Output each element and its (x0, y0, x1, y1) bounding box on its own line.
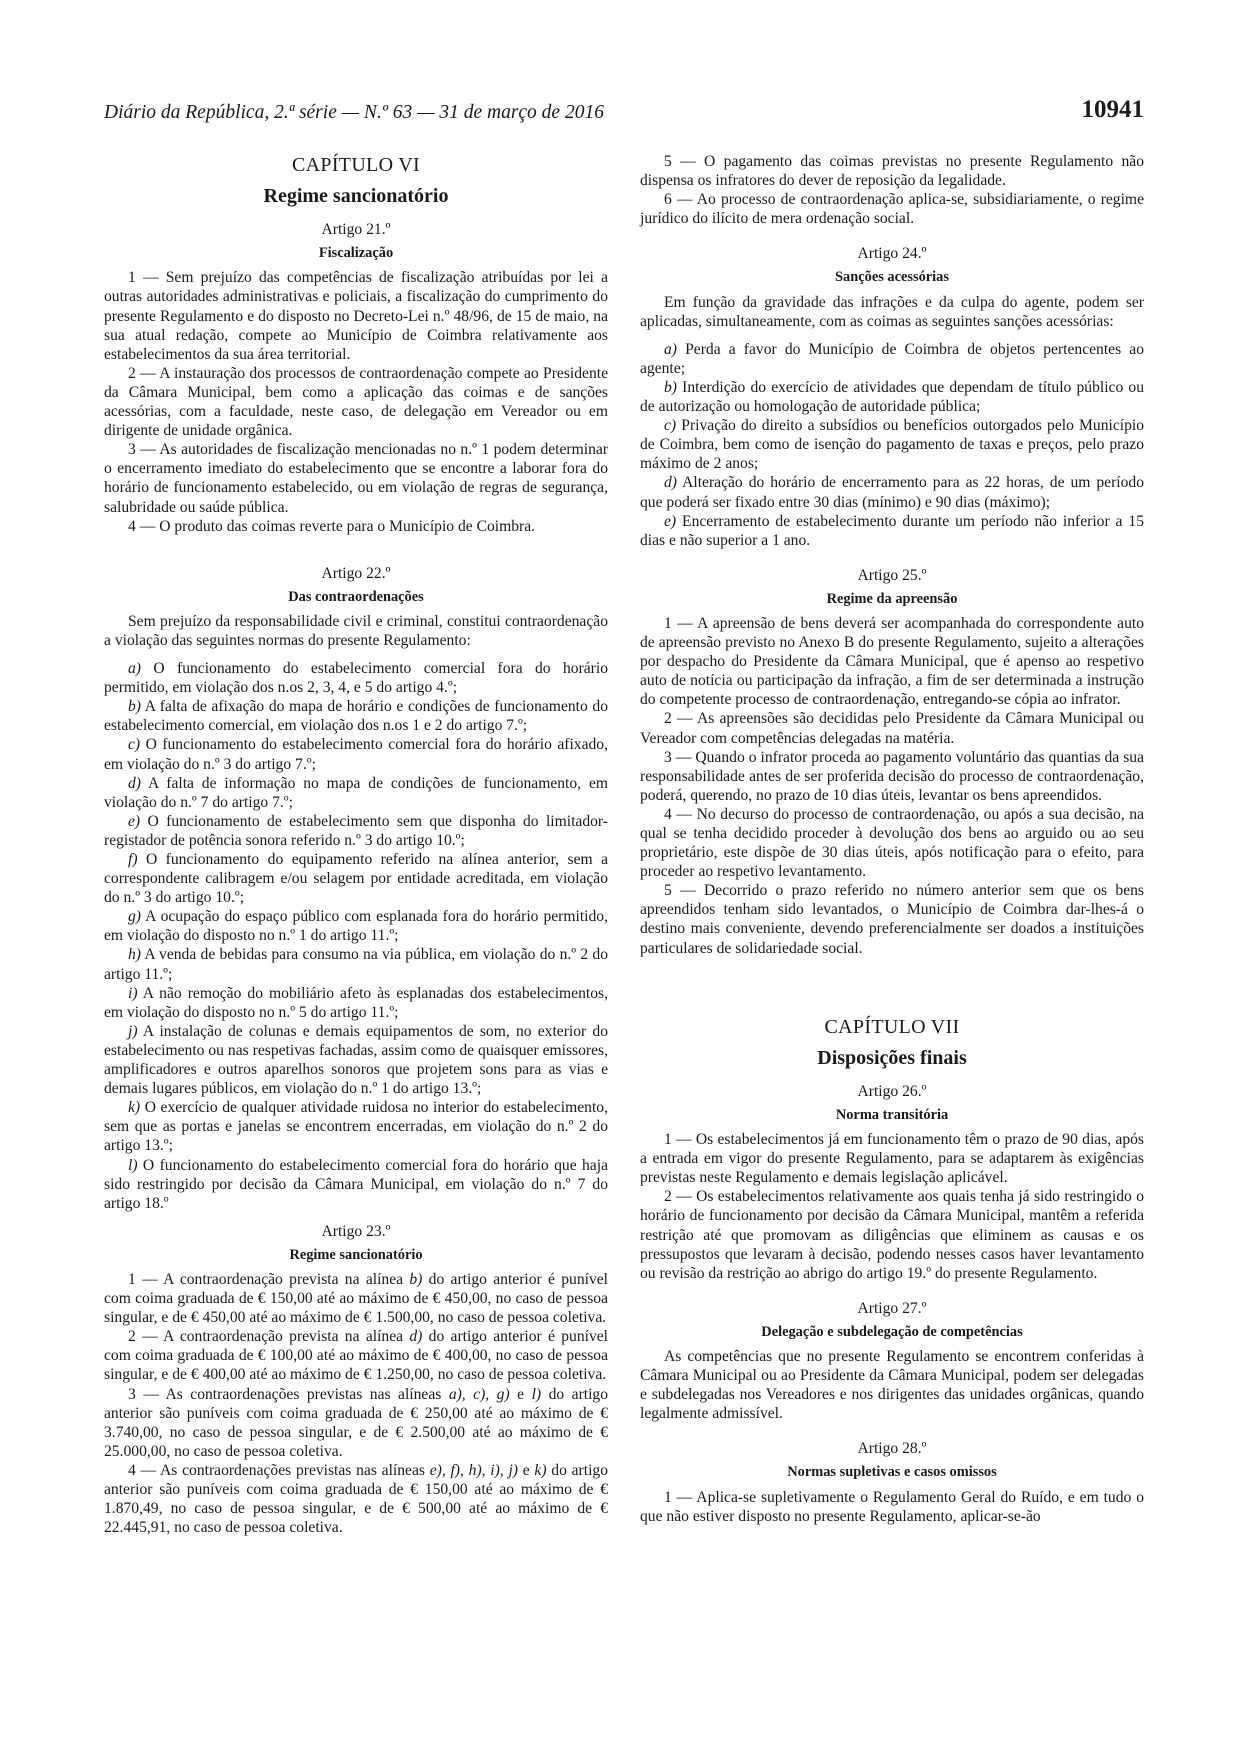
paragraph: 6 — Ao processo de contraordenação aplica-se, subsidiariamente, o regime jurídico do ilícito de mera ordenação social. (640, 191, 1144, 228)
list-item: f) O funcionamento do equipamento referido na alínea anterior, sem a correspondente calibragem e/ou selagem por entidade acreditada, em violação do n.º 3 do artigo 10.º; (104, 851, 608, 907)
list-item: i) A não remoção do mobiliário afeto às esplanadas dos estabelecimentos, em violação do disposto no n.º 5 do artigo 11.º; (104, 984, 608, 1021)
article-title: Delegação e subdelegação de competências (761, 1323, 1023, 1340)
paragraph: 1 — A contraordenação prevista na alínea b) do artigo anterior é punível com coima graduada de € 150,00 até ao máximo de € 450,00, no caso de pessoa singular, e de € 450,00 até ao máximo de € 1.500,00, no caso de pessoa coletiva. (104, 1270, 608, 1327)
paragraph: 1 — Os estabelecimentos já em funcionamento têm o prazo de 90 dias, após a entrada em vigor do presente Regulamento, para se adaptarem às exigências previstas neste Regulamento e demais legislação aplicável. (640, 1131, 1144, 1187)
article-title: Fiscalização (318, 245, 394, 262)
chapter-heading: CAPÍTULO VI (292, 154, 420, 176)
list-item: b) Interdição do exercício de atividades que dependam de título público ou de autorização ou homologação de autoridade pública; (640, 378, 1144, 416)
right-column (640, 152, 1144, 1526)
chapter-title: Regime sancionatório (263, 185, 449, 208)
list-item: d) A falta de informação no mapa de condições de funcionamento, em violação do n.º 7 do artigo 7.º; (104, 774, 608, 811)
article-label: Artigo 28.º (857, 1440, 927, 1458)
article-title: Regime da apreensão (826, 590, 958, 607)
list-item: k) O exercício de qualquer atividade ruidosa no interior do estabelecimento, sem que as portas e janelas se encontrem encerradas, em violação do n.º 2 do artigo 13.º; (104, 1099, 608, 1155)
article-label: Artigo 27.º (857, 1299, 927, 1317)
article-label: Artigo 25.º (857, 566, 927, 584)
list-item: d) Alteração do horário de encerramento para as 22 horas, de um período que poderá ser fixado entre 30 dias (mínimo) e 90 dias (máximo); (640, 474, 1144, 511)
paragraph: 2 — A instauração dos processos de contraordenação compete ao Presidente da Câmara Municipal, bem como a aplicação das coimas e de sanções acessórias, com a faculdade, neste caso, de delegação em Vereador ou em dirigente de unidade orgânica. (104, 364, 608, 440)
article-label: Artigo 24.º (857, 245, 927, 263)
page-header (104, 96, 1144, 132)
list-item: c) O funcionamento do estabelecimento comercial fora do horário afixado, em violação do n.º 3 do artigo 7.º; (104, 736, 608, 773)
list-item: l) O funcionamento do estabelecimento comercial fora do horário que haja sido restringido por decisão da Câmara Municipal, em violação do n.º 7 do artigo 18.º (104, 1156, 608, 1212)
list-item: e) O funcionamento de estabelecimento sem que disponha do limitador-registador de potência sonora referido n.º 3 do artigo 10.º; (104, 812, 608, 849)
paragraph: 4 — As contraordenações previstas nas alíneas e), f), h), i), j) e k) do artigo anterior são puníveis com coima graduada de € 150,00 até ao máximo de € 1.870,49, no caso de pessoa singular, e de € 500,00 até ao máximo de € 22.445,91, no caso de pessoa coletiva. (104, 1461, 609, 1537)
paragraph: Sem prejuízo da responsabilidade civil e criminal, constitui contraordenação a violação das seguintes normas do presente Regulamento: (104, 612, 608, 649)
paragraph: As competências que no presente Regulamento se encontrem conferidas à Câmara Municipal ou ao Presidente da Câmara Municipal, podem ser delegadas e subdelegadas nos Vereadores e nos dirigentes das unidades orgânicas, quando legalmente admissível. (640, 1347, 1144, 1423)
list-item: b) A falta de afixação do mapa de horário e condições de funcionamento do estabelecimento comercial, em violação dos n.os 1 e 2 do artigo 7.º; (104, 698, 608, 735)
chapter-heading: CAPÍTULO VII (824, 1015, 960, 1038)
paragraph: 3 — As autoridades de fiscalização mencionadas no n.º 1 podem determinar o encerramento imediato do estabelecimento que se encontre a laborar fora do horário de funcionamento estabelecido, ou em violação de regras de segurança, salubridade ou saúde pública. (104, 441, 608, 516)
paragraph: Em função da gravidade das infrações e da culpa do agente, podem ser aplicadas, simultaneamente, com as coimas as seguintes sanções acessórias: (640, 293, 1144, 330)
article-label: Artigo 23.º (321, 1222, 391, 1240)
paragraph: 1 — Aplica-se supletivamente o Regulamento Geral do Ruído, e em tudo o que não estiver disposto no presente Regulamento, aplicar-se-ão (640, 1488, 1144, 1525)
paragraph: 4 — O produto das coimas reverte para o Município de Coimbra. (128, 517, 536, 535)
paragraph: 3 — Quando o infrator proceda ao pagamento voluntário das quantias da sua responsabilidade antes de ser proferida decisão do processo de contraordenação, poderá, querendo, no prazo de 10 dias úteis, levantar os bens apreendidos. (640, 748, 1144, 804)
article-label: Artigo 21.º (321, 221, 391, 239)
list-item: g) A ocupação do espaço público com esplanada fora do horário permitido, em violação do disposto no n.º 1 do artigo 11.º; (104, 908, 608, 945)
article-label: Artigo 26.º (857, 1082, 927, 1100)
paragraph: 5 — O pagamento das coimas previstas no presente Regulamento não dispensa os infratores do dever de reposição da legalidade. (640, 153, 1144, 190)
article-title: Normas supletivas e casos omissos (787, 1464, 997, 1481)
paragraph: 2 — A contraordenação prevista na alínea d) do artigo anterior é punível com coima graduada de € 100,00 até ao máximo de € 400,00, no caso de pessoa singular, e de € 400,00 até ao máximo de € 1.250,00, no caso de pessoa coletiva. (104, 1328, 608, 1384)
paragraph: 1 — A apreensão de bens deverá ser acompanhada do correspondente auto de apreensão previsto no Anexo B do presente Regulamento, sujeito a alterações por despacho do Presidente da Câmara Municipal, que é apenso ao respetivo auto de notícia ou participação da infração, a fim de ser determinada a instrução do competente processo de contraordenação, entregando-se cópia ao infrator. (640, 614, 1144, 709)
list-item: j) A instalação de colunas e demais equipamentos de som, no exterior do estabelecimento ou nas respetivas fachadas, assim como de quaisquer emissores, amplificadores e outros aparelhos sonoros que projetem sons para as vias e demais lugares públicos, em violação do n.º 1 do artigo 13.º; (104, 1022, 608, 1098)
list-item: h) A venda de bebidas para consumo na via pública, em violação do n.º 2 do artigo 11.º; (104, 946, 608, 983)
list-item: e) Encerramento de estabelecimento durante um período não inferior a 15 dias e não superior a 1 ano. (640, 512, 1144, 549)
paragraph: 2 — Os estabelecimentos relativamente aos quais tenha já sido restringido o horário de funcionamento por decisão da Câmara Municipal, mantêm a referida restrição até que promovam as diligências que eliminem as causas e os pressupostos que levaram à decisão, podendo nesses casos haver levantamento ou revisão da restrição ao abrigo do artigo 19.º do presente Regulamento. (640, 1188, 1144, 1282)
paragraph: 5 — Decorrido o prazo referido no número anterior sem que os bens apreendidos tenham sido levantados, o Município de Coimbra dar-lhes-á o destino mais conveniente, devendo preferencialmente ser doados a instituições particulares de solidariedade social. (640, 882, 1144, 957)
paragraph: 1 — Sem prejuízo das competências de fiscalização atribuídas por lei a outras autoridades administrativas e policiais, a fiscalização do cumprimento do presente Regulamento e do disposto no Decreto-Lei n.º 48/96, de 15 de maio, na sua atual redação, compete ao Município de Coimbra relativamente aos estabelecimentos da sua área territorial. (104, 269, 608, 363)
page-number: 10941 (1081, 96, 1144, 123)
list-item: a) Perda a favor do Município de Coimbra de objetos pertencentes ao agente; (640, 340, 1144, 377)
article-title: Regime sancionatório (289, 1246, 423, 1263)
paragraph: 4 — No decurso do processo de contraordenação, ou após a sua decisão, na qual se tenha decidido proceder à devolução dos bens ao arguido ou ao seu proprietário, este dispõe de 30 dias úteis, após notificação para o efeito, para proceder ao respetivo levantamento. (640, 805, 1144, 881)
list-item: a) O funcionamento do estabelecimento comercial fora do horário permitido, em violação dos n.os 2, 3, 4, e 5 do artigo 4.º; (104, 660, 608, 697)
paragraph: 2 — As apreensões são decididas pelo Presidente da Câmara Municipal ou Vereador com competências delegadas na matéria. (640, 710, 1144, 747)
paragraph: 3 — As contraordenações previstas nas alíneas a), c), g) e l) do artigo anterior são puníveis com coima graduada de € 250,00 até ao máximo de € 3.740,00, no caso de pessoa singular, e de € 2.500,00 até ao máximo de € 25.000,00, no caso de pessoa coletiva. (104, 1385, 609, 1460)
article-title: Norma transitória (835, 1106, 949, 1123)
left-column (104, 152, 608, 1537)
list-item: c) Privação do direito a subsídios ou benefícios outorgados pelo Município de Coimbra, bem como de isenção do pagamento de taxas e preços, pelo prazo máximo de 2 anos; (640, 417, 1144, 473)
article-title: Das contraordenações (288, 588, 424, 605)
journal-title: Diário da República, 2.ª série — N.º 63 — 31 de março de 2016 (104, 102, 604, 123)
chapter-title: Disposições finais (817, 1046, 967, 1069)
article-title: Sanções acessórias (835, 269, 949, 286)
article-label: Artigo 22.º (321, 564, 391, 582)
